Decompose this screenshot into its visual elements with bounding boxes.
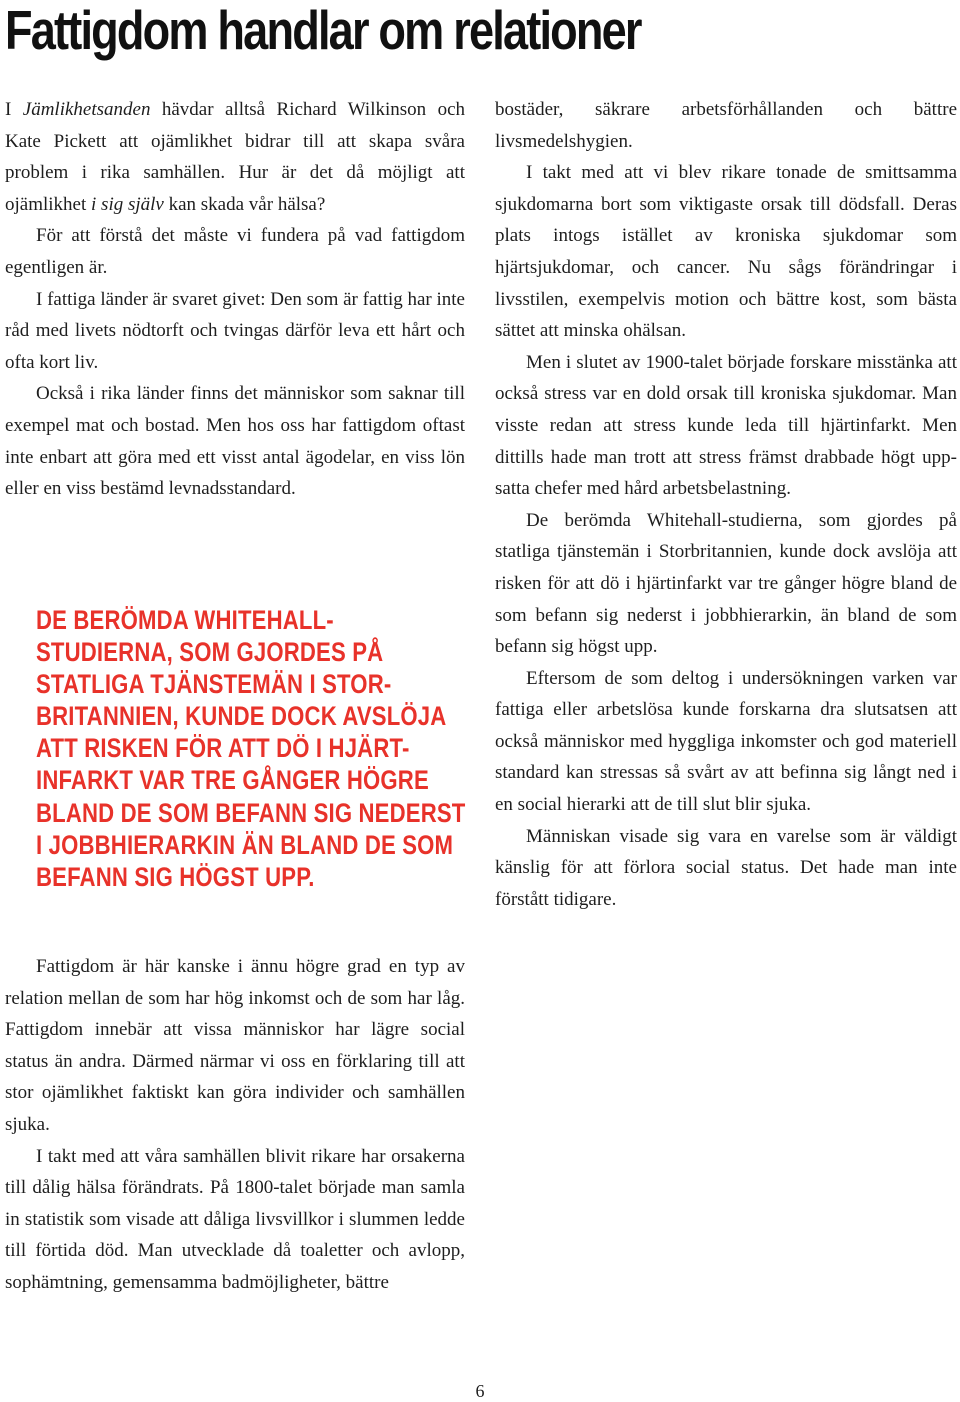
paragraph: För att förstå det måste vi fundera på vad fattigdom egentligen är. bbox=[5, 225, 465, 278]
paragraph bbox=[5, 94, 465, 220]
paragraph: I takt med att våra samhällen blivit rikare har orsakerna till dålig hälsa förändrats. På 1800-talet började man samla in statistik som visade att dåliga livsvillkor i slummen ledde till förtida död. Man utvecklade då toaletter och avlopp, sophämtning, gemensamma badmöjligheter, bättre bbox=[5, 1145, 465, 1293]
page-number: 6 bbox=[475, 1381, 485, 1401]
pull-quote-line: INFARKT VAR TRE GÅNGER HÖGRE bbox=[36, 765, 429, 796]
pull-quote-line: STUDIERNA, SOM GJORDES PÅ bbox=[36, 637, 384, 668]
emphasis: i sig själv bbox=[91, 193, 164, 215]
book-title: Jämlikhetsanden bbox=[22, 99, 151, 120]
paragraph: De berömda Whitehall-studierna, som gjordes på statliga tjänstemän i Storbritannien, kunde dock avslöja att risken för att dö i hjärtinfarkt var tre gånger högre bland de som befann sig nederst i jobbhierarkin, än bland de som befann sig högst upp. bbox=[495, 509, 957, 658]
pull-quote bbox=[36, 604, 466, 893]
left-column-bottom bbox=[5, 951, 465, 1299]
paragraph: Människan visade sig vara en varelse som är väldigt känslig för att förlora social status. Det hade man inte förstått tidigare. bbox=[495, 825, 957, 910]
left-column-top bbox=[5, 94, 465, 505]
paragraph: Eftersom de som deltog i undersökningen varken var fattiga eller arbetslösa kunde forskarna dra slutsatsen att också människor med hyggliga inkomster och god materiell standard kan stressas så svårt av att befinna sig långt ned i en social hierarki att de till slut blir sjuka. bbox=[495, 667, 957, 816]
text-run: kan skada vår hälsa? bbox=[163, 193, 326, 215]
pull-quote-line: ATT RISKEN FÖR ATT DÖ I HJÄRT- bbox=[36, 733, 410, 764]
paragraph: Fattigdom är här kanske i ännu högre grad en typ av relation mellan de som har hög inkomst och de som har låg. Fattigdom innebär att vissa människor har lägre social status än andra. Därmed närmar vi oss en förklaring till att stor ojämlikhet faktiskt kan göra individer och samhällen sjuka. bbox=[5, 956, 465, 1135]
paragraph: Också i rika länder finns det människor som saknar till exempel mat och bostad. Men hos oss har fattigdom oftast inte enbart att göra med ett visst antal ägodelar, en viss lön eller en viss bestämd levnadsstandard. bbox=[5, 383, 465, 500]
page-title: Fattigdom handlar om relationer bbox=[5, 0, 641, 61]
pull-quote-line: BLAND DE SOM BEFANN SIG NEDERST bbox=[36, 797, 466, 828]
pull-quote-line: BRITANNIEN, KUNDE DOCK AVSLÖJA bbox=[36, 701, 447, 732]
paragraph: bostäder, säkrare arbetsförhållanden och bättre livsmedelshygien. bbox=[495, 99, 957, 152]
right-column bbox=[495, 94, 957, 915]
pull-quote-line: DE BERÖMDA WHITEHALL- bbox=[36, 605, 334, 635]
text-run: I bbox=[5, 99, 23, 120]
paragraph: Men i slutet av 1900-talet började forskare misstänka att också stress var en dold orsak till kroniska sjukdomar. Man visste redan att stress kunde leda till hjärtinfarkt. Men dittills hade man trott att stress främst drabbade högt uppsatta chefer med hård arbetsbelastning. bbox=[495, 351, 957, 500]
paragraph: I fattiga länder är svaret givet: Den som är fattig har inte råd med livets nödtorft och tvingas därför leva ett hårt och ofta kort liv. bbox=[5, 288, 465, 373]
pull-quote-line: STATLIGA TJÄNSTEMÄN I STOR- bbox=[36, 669, 392, 700]
text-run: hävdar alltså Richard Wilkinson och Kate Pickett att ojämlikhet bidrar till att skapa svåra problem i rika samhällen. Hur är det då möjligt att ojämlikhet bbox=[5, 99, 466, 215]
paragraph: I takt med att vi blev rikare tonade de smittsamma sjukdomarna bort som viktigaste orsak till dödsfall. Deras plats intogs istället av kroniska sjukdomar som hjärtsjukdomar, och cancer. Nu sågs förändringar i livsstilen, exempelvis motion och bättre kost, som bästa sättet att minska ohälsan. bbox=[495, 162, 957, 342]
pull-quote-line: I JOBBHIERARKIN ÄN BLAND DE SOM bbox=[36, 829, 454, 860]
pull-quote-line: BEFANN SIG HÖGST UPP. bbox=[36, 861, 315, 892]
